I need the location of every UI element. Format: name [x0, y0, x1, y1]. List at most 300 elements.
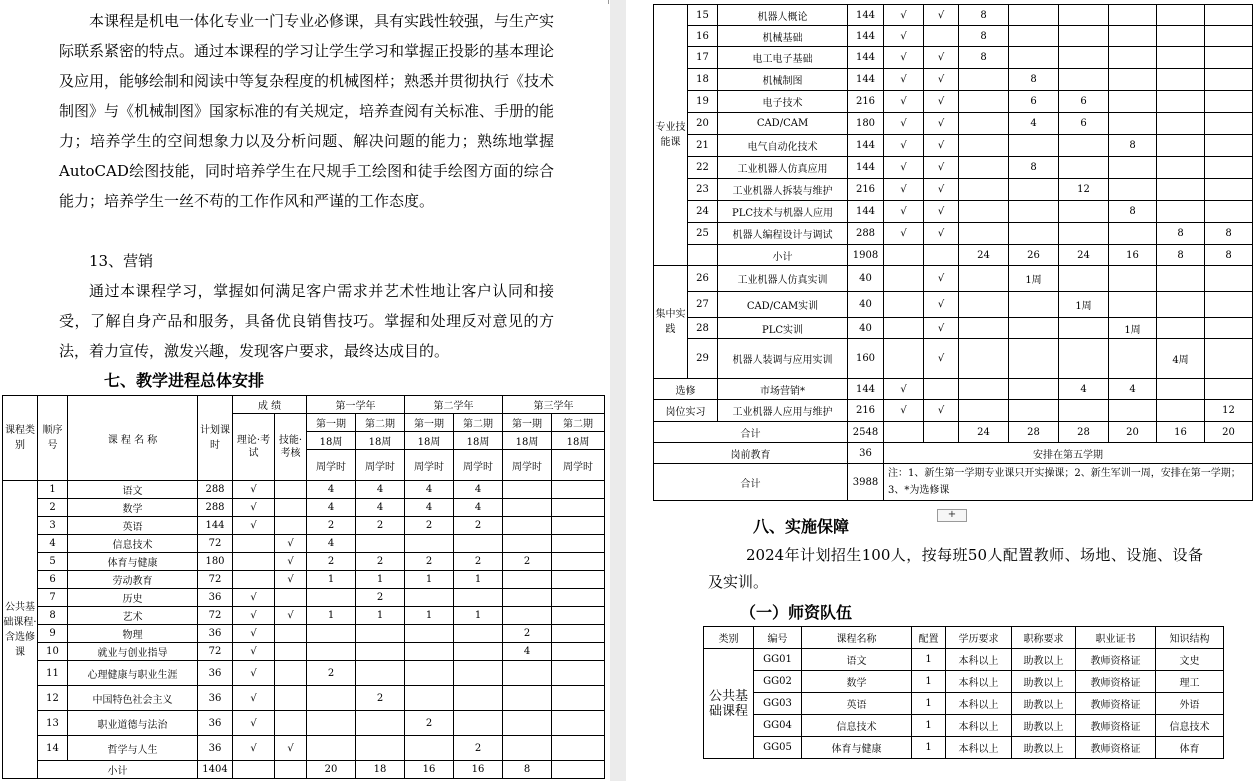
seq-cell: 12	[38, 686, 68, 711]
teacher-count-cell: 1	[912, 737, 946, 759]
course-name-cell: 数学	[68, 499, 198, 517]
table-row	[3, 589, 605, 607]
teacher-code-cell: GG03	[754, 693, 802, 715]
weekly-hours-cell: 12	[1059, 179, 1109, 201]
teacher-cert-cell: 教师资格证	[1076, 671, 1156, 693]
weekly-hours-cell	[1009, 201, 1059, 223]
theory-exam-cell: √	[233, 686, 275, 711]
subtotal-hours: 1908	[848, 245, 884, 266]
teacher-code-cell: GG02	[754, 671, 802, 693]
weekly-hours-cell	[454, 625, 503, 643]
weekly-hours-cell: 4	[405, 481, 454, 499]
table-row	[654, 47, 1253, 69]
weekly-hours-cell: 28	[1059, 422, 1109, 443]
teacher-edu-cell: 本科以上	[946, 693, 1012, 715]
header-assessment: 成 绩	[233, 396, 307, 414]
teacher-course-cell: 体育与健康	[802, 737, 912, 759]
weekly-hours-cell: 4	[1059, 379, 1109, 400]
weekly-hours-cell	[1059, 266, 1109, 292]
seq-cell: 17	[688, 47, 718, 69]
course-name-cell: PLC实训	[718, 318, 848, 339]
weekly-hours-cell: 4周	[1157, 339, 1205, 379]
theory-exam-cell: √	[233, 643, 275, 661]
theory-exam-cell	[233, 553, 275, 571]
weekly-hours-cell	[1157, 179, 1205, 201]
course-name-cell: 工业机器人仿真应用	[718, 157, 848, 179]
hours-cell: 40	[848, 292, 884, 318]
seq-cell: 18	[688, 69, 718, 91]
weekly-hours-cell: 6	[1009, 91, 1059, 113]
table-row	[3, 571, 605, 589]
course-name-cell: 电气自动化技术	[718, 135, 848, 157]
course-name-cell: 语文	[68, 481, 198, 499]
table-row	[3, 686, 605, 711]
seq-cell: 28	[688, 318, 718, 339]
subsection-title-teachers: （一）师资队伍	[740, 603, 853, 622]
weekly-hours-cell	[1009, 292, 1059, 318]
teacher-edu-cell: 本科以上	[946, 671, 1012, 693]
weekly-hours-cell	[1157, 400, 1205, 422]
weekly-hours-cell	[1157, 5, 1205, 26]
hours-cell: 160	[848, 339, 884, 379]
course-name-cell: 就业与创业指导	[68, 643, 198, 661]
skill-exam-cell	[275, 625, 307, 643]
theory-exam-cell	[884, 266, 924, 292]
header-sem2: 第二期	[454, 414, 503, 432]
weekly-hours-cell: 2	[356, 589, 405, 607]
hours-cell: 36	[198, 661, 233, 686]
teacher-edu-cell: 本科以上	[946, 737, 1012, 759]
weekly-hours-cell	[1109, 157, 1157, 179]
seq-cell: 11	[38, 661, 68, 686]
course-name-cell: 机器人概论	[718, 5, 848, 26]
weekly-hours-cell: 1	[307, 571, 356, 589]
table-row	[654, 201, 1253, 223]
teacher-cert-cell: 教师资格证	[1076, 693, 1156, 715]
weekly-hours-cell	[1009, 5, 1059, 26]
subtotal-hours: 1404	[198, 761, 233, 779]
seq-cell: 6	[38, 571, 68, 589]
page-edge-marker	[604, 0, 609, 4]
teacher-header-cell: 课程名称	[802, 627, 912, 649]
weekly-hours-cell	[1009, 339, 1059, 379]
weekly-hours-cell: 4	[503, 643, 552, 661]
hours-cell: 144	[848, 135, 884, 157]
theory-exam-cell: √	[233, 736, 275, 761]
weekly-hours-cell	[1157, 91, 1205, 113]
marketing-heading: 13、营销	[89, 252, 154, 270]
course-name-cell: 市场营销*	[718, 379, 848, 400]
weekly-hours-cell: 24	[959, 422, 1009, 443]
weekly-hours-cell	[1059, 135, 1109, 157]
weekly-hours-cell	[959, 201, 1009, 223]
header-weeks: 18周	[503, 432, 552, 450]
header-weeks: 18周	[552, 432, 605, 450]
header-sem1: 第一期	[503, 414, 552, 432]
teacher-knowledge-cell: 信息技术	[1156, 715, 1224, 737]
post-education-row	[654, 443, 1253, 464]
category-public: 公共基础课程·含选修课	[3, 481, 38, 779]
skill-exam-cell: √	[924, 135, 959, 157]
weekly-hours-cell	[503, 686, 552, 711]
weekly-hours-cell	[959, 157, 1009, 179]
weekly-hours-cell	[503, 571, 552, 589]
weekly-hours-cell	[1059, 339, 1109, 379]
weekly-hours-cell: 16	[1157, 422, 1205, 443]
skill-exam-cell: √	[924, 47, 959, 69]
weekly-hours-cell	[1157, 201, 1205, 223]
weekly-hours-cell	[405, 661, 454, 686]
weekly-hours-cell	[1109, 266, 1157, 292]
weekly-hours-cell: 1周	[1009, 266, 1059, 292]
weekly-hours-cell	[356, 736, 405, 761]
seq-cell: 10	[38, 643, 68, 661]
weekly-hours-cell	[1009, 26, 1059, 47]
weekly-hours-cell	[405, 589, 454, 607]
skill-exam-cell: √	[924, 157, 959, 179]
skill-exam-cell: √	[924, 266, 959, 292]
header-weeks: 18周	[405, 432, 454, 450]
table-row	[3, 711, 605, 736]
skill-exam-cell: √	[924, 5, 959, 26]
weekly-hours-cell	[356, 661, 405, 686]
theory-exam-cell: √	[884, 5, 924, 26]
course-name-cell: 艺术	[68, 607, 198, 625]
weekly-hours-cell: 4	[405, 499, 454, 517]
table-row	[3, 517, 605, 535]
weekly-hours-cell	[552, 661, 605, 686]
weekly-hours-cell	[1109, 113, 1157, 135]
weekly-hours-cell	[1157, 379, 1205, 400]
header-weeks: 18周	[356, 432, 405, 450]
teacher-title-cell: 助教以上	[1012, 649, 1076, 671]
skill-exam-cell	[275, 589, 307, 607]
weekly-hours-cell	[405, 535, 454, 553]
teacher-course-cell: 语文	[802, 649, 912, 671]
theory-exam-cell: √	[884, 69, 924, 91]
teacher-cert-cell: 教师资格证	[1076, 737, 1156, 759]
hours-cell: 180	[198, 553, 233, 571]
hours-cell: 288	[198, 499, 233, 517]
weekly-hours-cell	[1009, 179, 1059, 201]
header-hours: 计划课时	[198, 396, 233, 481]
header-year1: 第一学年	[307, 396, 405, 414]
weekly-hours-cell: 1周	[1059, 292, 1109, 318]
grand-total-hours: 3988	[848, 464, 884, 501]
weekly-hours-cell	[1109, 5, 1157, 26]
weekly-hours-cell	[503, 499, 552, 517]
weekly-hours-cell	[307, 711, 356, 736]
teacher-row	[704, 671, 1224, 693]
teacher-code-cell: GG05	[754, 737, 802, 759]
hours-cell: 144	[848, 26, 884, 47]
seq-cell: 21	[688, 135, 718, 157]
teacher-course-cell: 信息技术	[802, 715, 912, 737]
weekly-hours-cell	[1157, 157, 1205, 179]
weekly-hours-cell	[1059, 400, 1109, 422]
weekly-hours-cell: 24	[1059, 245, 1109, 266]
weekly-hours-cell	[503, 607, 552, 625]
weekly-hours-cell: 8	[1157, 245, 1205, 266]
weekly-hours-cell: 8	[1109, 135, 1157, 157]
weekly-hours-cell	[405, 625, 454, 643]
weekly-hours-cell	[1009, 318, 1059, 339]
theory-exam-cell: √	[884, 26, 924, 47]
implementation-paragraph: 2024年计划招生100人，按每班50人配置教师、场地、设施、设备及实训。	[708, 546, 1203, 591]
weekly-hours-cell	[1059, 157, 1109, 179]
weekly-hours-cell: 8	[959, 5, 1009, 26]
weekly-hours-cell	[1205, 339, 1253, 379]
seq-cell: 15	[688, 5, 718, 26]
weekly-hours-cell	[503, 736, 552, 761]
weekly-hours-cell	[307, 589, 356, 607]
weekly-hours-cell	[503, 517, 552, 535]
course-name-cell: 机械制图	[718, 69, 848, 91]
teacher-category: 公共基础课程	[704, 649, 754, 759]
weekly-hours-cell	[1157, 266, 1205, 292]
theory-exam-cell: √	[884, 135, 924, 157]
teacher-title-cell: 助教以上	[1012, 693, 1076, 715]
weekly-hours-cell	[1205, 266, 1253, 292]
hours-cell: 36	[198, 686, 233, 711]
weekly-hours-cell: 2	[405, 553, 454, 571]
hours-cell: 36	[198, 711, 233, 736]
header-year3: 第三学年	[503, 396, 605, 414]
weekly-hours-cell: 1	[356, 607, 405, 625]
teacher-row	[704, 693, 1224, 715]
table-row	[654, 292, 1253, 318]
subtotal-label: 小计	[38, 761, 198, 779]
teacher-header-cell: 编号	[754, 627, 802, 649]
weekly-hours-cell	[1205, 69, 1253, 91]
grand-total-label: 合计	[654, 464, 848, 501]
seq-cell: 24	[688, 201, 718, 223]
course-name-cell: 机器人编程设计与调试	[718, 223, 848, 245]
weekly-hours-cell	[356, 625, 405, 643]
seq-cell: 19	[688, 91, 718, 113]
post-education-label: 岗前教育	[654, 443, 848, 464]
weekly-hours-cell: 1	[307, 607, 356, 625]
skill-exam-cell: √	[924, 223, 959, 245]
weekly-hours-cell	[503, 535, 552, 553]
table-row	[3, 607, 605, 625]
table-row	[3, 553, 605, 571]
weekly-hours-cell: 2	[454, 553, 503, 571]
weekly-hours-cell: 8	[1205, 245, 1253, 266]
skill-exam-cell	[275, 686, 307, 711]
table-row	[654, 135, 1253, 157]
teacher-knowledge-cell: 体育	[1156, 737, 1224, 759]
weekly-hours-cell	[503, 589, 552, 607]
weekly-hours-cell: 4	[1009, 113, 1059, 135]
skill-exam-cell: √	[924, 339, 959, 379]
hours-cell: 144	[848, 69, 884, 91]
hours-cell: 72	[198, 607, 233, 625]
weekly-hours-cell: 1	[454, 607, 503, 625]
weekly-hours-cell	[1205, 318, 1253, 339]
theory-exam-cell: √	[884, 179, 924, 201]
teacher-row	[704, 649, 1224, 671]
theory-exam-cell: √	[884, 223, 924, 245]
header-theory-exam: 理论·考试	[233, 414, 275, 481]
weekly-hours-cell: 4	[307, 535, 356, 553]
weekly-hours-cell	[1157, 318, 1205, 339]
table-row	[654, 339, 1253, 379]
skill-exam-cell: √	[924, 318, 959, 339]
theory-exam-cell	[884, 292, 924, 318]
weekly-hours-cell	[1205, 179, 1253, 201]
category-practice: 集中实践	[654, 266, 688, 379]
theory-exam-cell: √	[884, 379, 924, 400]
grand-total-row	[654, 464, 1253, 501]
table-row	[3, 625, 605, 643]
weekly-hours-cell	[1205, 135, 1253, 157]
weekly-hours-cell	[1157, 26, 1205, 47]
left-page	[0, 0, 610, 781]
hours-cell: 36	[198, 589, 233, 607]
skill-exam-cell: √	[924, 201, 959, 223]
hours-cell: 144	[848, 379, 884, 400]
weekly-hours-cell	[1205, 292, 1253, 318]
weekly-hours-cell	[959, 223, 1009, 245]
seq-cell: 20	[688, 113, 718, 135]
skill-exam-cell	[275, 499, 307, 517]
header-weekly-hours: 周学时	[503, 450, 552, 481]
weekly-hours-cell: 8	[1205, 223, 1253, 245]
teacher-course-cell: 数学	[802, 671, 912, 693]
table-row	[654, 157, 1253, 179]
weekly-hours-cell	[454, 535, 503, 553]
weekly-hours-cell	[1109, 400, 1157, 422]
weekly-hours-cell: 1	[405, 571, 454, 589]
elective-row	[654, 379, 1253, 400]
hours-cell: 40	[848, 266, 884, 292]
skill-exam-cell: √	[924, 69, 959, 91]
header-sem2: 第二期	[356, 414, 405, 432]
theory-exam-cell	[233, 571, 275, 589]
hours-cell: 216	[848, 179, 884, 201]
weekly-hours-cell	[454, 711, 503, 736]
weekly-hours-cell	[552, 571, 605, 589]
hours-cell: 144	[848, 47, 884, 69]
weekly-hours-cell	[1059, 223, 1109, 245]
teacher-row	[704, 715, 1224, 737]
theory-exam-cell: √	[233, 499, 275, 517]
course-name-cell: 工业机器人应用与维护	[718, 400, 848, 422]
weekly-hours-cell	[1009, 223, 1059, 245]
teacher-code-cell: GG01	[754, 649, 802, 671]
weekly-hours-cell	[552, 711, 605, 736]
skill-exam-cell	[275, 661, 307, 686]
teacher-cert-cell: 教师资格证	[1076, 649, 1156, 671]
course-name-cell: 物理	[68, 625, 198, 643]
weekly-hours-cell	[1205, 113, 1253, 135]
weekly-hours-cell	[1205, 5, 1253, 26]
weekly-hours-cell	[959, 135, 1009, 157]
add-row-button[interactable]: +	[937, 509, 967, 522]
weekly-hours-cell	[959, 179, 1009, 201]
category-major: 专业技能课	[654, 5, 688, 266]
header-weekly-hours: 周学时	[307, 450, 356, 481]
seq-cell: 4	[38, 535, 68, 553]
skill-exam-cell	[275, 711, 307, 736]
weekly-hours-cell	[959, 69, 1009, 91]
weekly-hours-cell	[1059, 69, 1109, 91]
theory-exam-cell: √	[233, 481, 275, 499]
hours-cell: 144	[848, 5, 884, 26]
subtotal-row	[3, 761, 605, 779]
weekly-hours-cell: 20	[1109, 422, 1157, 443]
teacher-code-cell: GG04	[754, 715, 802, 737]
theory-exam-cell: √	[233, 661, 275, 686]
header-weekly-hours: 周学时	[454, 450, 503, 481]
weekly-hours-cell	[454, 643, 503, 661]
teacher-header-cell: 职业证书	[1076, 627, 1156, 649]
skill-exam-cell: √	[275, 553, 307, 571]
theory-exam-cell: √	[233, 607, 275, 625]
weekly-hours-cell: 24	[959, 245, 1009, 266]
weekly-hours-cell	[307, 736, 356, 761]
weekly-hours-cell: 16	[454, 761, 503, 779]
weekly-hours-cell	[1109, 47, 1157, 69]
weekly-hours-cell: 16	[405, 761, 454, 779]
weekly-hours-cell	[959, 379, 1009, 400]
skill-exam-cell: √	[275, 736, 307, 761]
weekly-hours-cell	[356, 711, 405, 736]
header-weeks: 18周	[454, 432, 503, 450]
table-row	[3, 661, 605, 686]
weekly-hours-cell	[1157, 113, 1205, 135]
hours-cell: 216	[848, 91, 884, 113]
hours-cell: 288	[198, 481, 233, 499]
weekly-hours-cell	[356, 643, 405, 661]
course-name-cell: 机器人装调与应用实训	[718, 339, 848, 379]
weekly-hours-cell	[503, 661, 552, 686]
weekly-hours-cell: 1周	[1109, 318, 1157, 339]
marketing-paragraph: 通过本课程学习，掌握如何满足客户需求并艺术性地让客户认同和接受，了解自身产品和服务，具备优良销售技巧。掌握和处理反对意见的方法，着力宣传，激发兴趣，发现客户要求，最终达成目的。	[59, 282, 554, 360]
weekly-hours-cell: 2	[405, 711, 454, 736]
weekly-hours-cell	[959, 266, 1009, 292]
hours-cell: 72	[198, 571, 233, 589]
weekly-hours-cell	[552, 686, 605, 711]
weekly-hours-cell	[454, 686, 503, 711]
weekly-hours-cell: 8	[959, 47, 1009, 69]
weekly-hours-cell	[454, 661, 503, 686]
weekly-hours-cell	[503, 481, 552, 499]
course-name-cell: 电子技术	[718, 91, 848, 113]
theory-exam-cell: √	[884, 157, 924, 179]
teacher-header-row	[704, 627, 1224, 649]
table-row	[654, 223, 1253, 245]
header-seq: 顺序号	[38, 396, 68, 481]
category-elective: 选修	[654, 379, 718, 400]
hours-cell: 288	[848, 223, 884, 245]
post-education-hours: 36	[848, 443, 884, 464]
seq-cell: 13	[38, 711, 68, 736]
skill-exam-cell	[275, 643, 307, 661]
weekly-hours-cell: 2	[454, 517, 503, 535]
course-name-cell: 电工电子基础	[718, 47, 848, 69]
weekly-hours-cell	[1157, 47, 1205, 69]
header-weeks: 18周	[307, 432, 356, 450]
grand-total-note: 注：1、新生第一学期专业课只开实操课；2、新生军训一周，安排在第一学期；3、*为选修课	[884, 464, 1253, 501]
course-name-cell: 职业道德与法治	[68, 711, 198, 736]
header-year2: 第二学年	[405, 396, 503, 414]
weekly-hours-cell	[552, 499, 605, 517]
weekly-hours-cell: 26	[1009, 245, 1059, 266]
teacher-count-cell: 1	[912, 715, 946, 737]
weekly-hours-cell	[552, 643, 605, 661]
